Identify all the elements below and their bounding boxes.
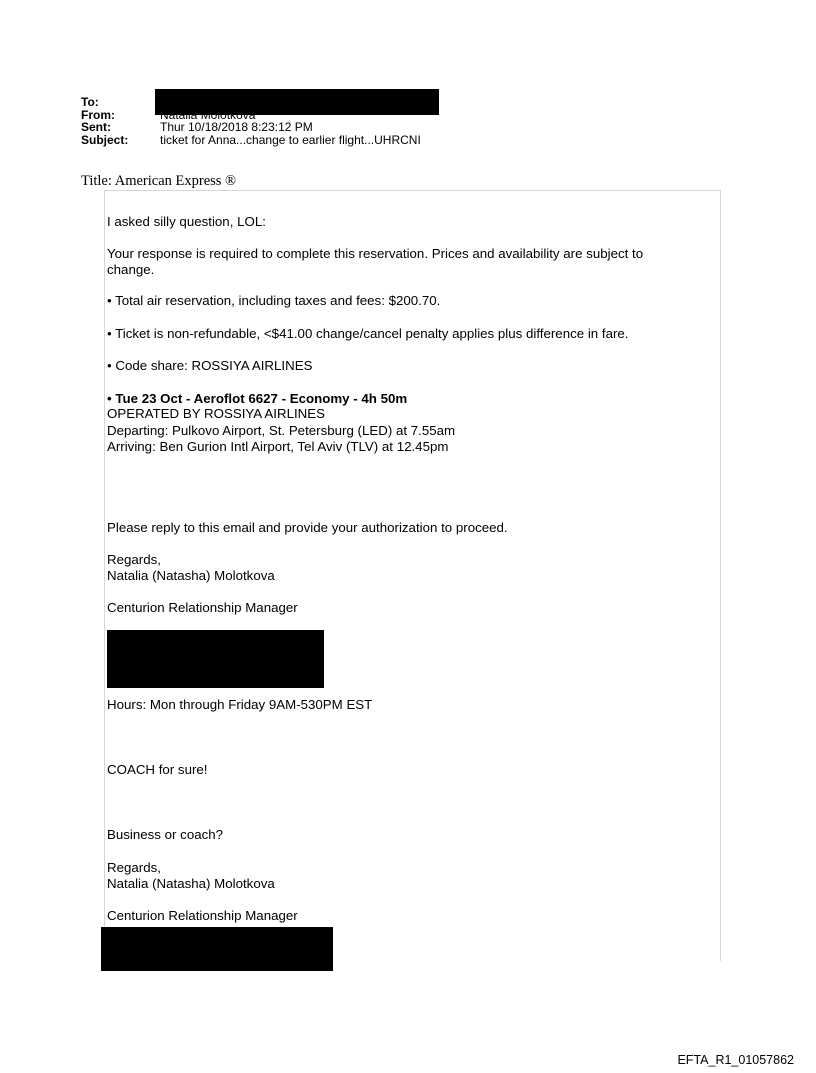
arriving-info: Arriving: Ben Gurion Intl Airport, Tel Aviv (TLV) at 12.45pm [107,439,449,454]
signature-name-1: Natalia (Natasha) Molotkova [107,568,275,583]
bullet-codeshare: • Code share: ROSSIYA AIRLINES [107,358,313,373]
operated-by: OPERATED BY ROSSIYA AIRLINES [107,406,325,421]
response-line-2: change. [107,262,155,277]
subject-value: ticket for Anna...change to earlier flight...UHRCNI [160,132,421,147]
signature-name-2: Natalia (Natasha) Molotkova [107,876,275,891]
sent-label: Sent: [81,120,111,134]
sent-row [81,121,421,134]
reply-request: Please reply to this email and provide your authorization to proceed. [107,520,508,535]
hours-text: Hours: Mon through Friday 9AM-530PM EST [107,697,373,712]
response-line-1: Your response is required to complete this reservation. Prices and availability are subject to [107,246,644,261]
signature-title-1: Centurion Relationship Manager [107,600,298,615]
subject-row [81,134,421,147]
coach-reply: COACH for sure! [107,762,208,777]
departing-info: Departing: Pulkovo Airport, St. Petersburg (LED) at 7.55am [107,423,456,438]
intro-text: I asked silly question, LOL: [107,214,266,229]
question-text: Business or coach? [107,827,224,842]
redaction-contact-1 [107,630,324,688]
document-id: EFTA_R1_01057862 [677,1053,794,1067]
redaction-contact-2 [101,927,333,971]
subject-label: Subject: [81,132,129,147]
sent-value: Thur 10/18/2018 8:23:12 PM [160,120,313,134]
title-line: Title: American Express ® [81,173,237,189]
regards-1: Regards, [107,552,161,567]
to-label: To: [81,95,99,109]
bullet-total: • Total air reservation, including taxes and fees: $200.70. [107,293,441,308]
signature-title-2: Centurion Relationship Manager [107,908,298,923]
from-label: From: [81,107,115,122]
regards-2: Regards, [107,860,161,875]
bullet-ticket: • Ticket is non-refundable, <$41.00 change/cancel penalty applies plus difference in fare. [107,326,629,341]
flight-heading: • Tue 23 Oct - Aeroflot 6627 - Economy - 4h 50m [107,391,408,406]
redaction-recipient [155,89,439,115]
